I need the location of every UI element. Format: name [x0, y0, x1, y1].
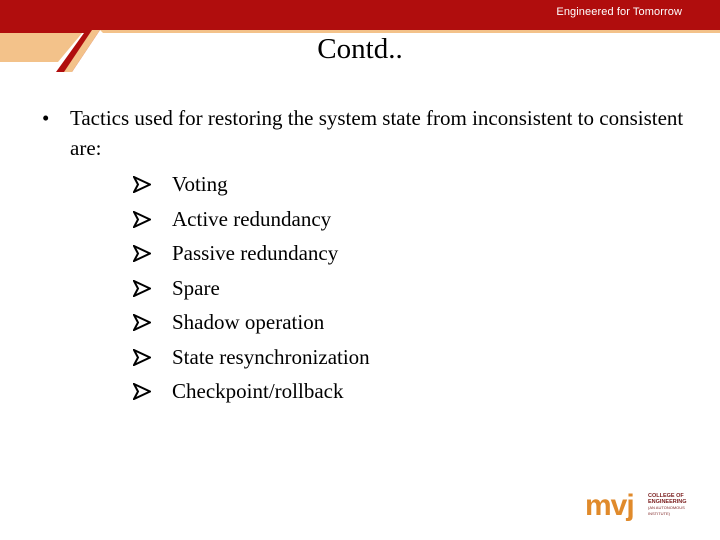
sub-list: [42, 167, 692, 409]
logo-mark: mvj: [585, 489, 634, 522]
logo-line-3: (AN AUTONOMOUS INSTITUTE): [648, 505, 685, 516]
sub-item-spare: [133, 271, 692, 306]
slide-title: [0, 33, 720, 66]
sub-item-label: Voting: [172, 172, 228, 196]
arrow-bullet-icon: [133, 349, 151, 366]
college-logo: [585, 488, 695, 526]
sub-item-label: Checkpoint/rollback: [172, 379, 344, 403]
sub-item-shadow-operation: [133, 305, 692, 340]
logo-line-2: ENGINEERING: [648, 499, 687, 505]
arrow-bullet-icon: [133, 280, 151, 297]
sub-item-label: Shadow operation: [172, 310, 325, 334]
sub-item-label: Spare: [172, 275, 220, 300]
sub-item-active-redundancy: [133, 202, 692, 237]
bullet-dot: •: [42, 106, 50, 130]
sub-item-checkpoint-rollback: [133, 374, 692, 409]
sub-item-label: Active redundancy: [172, 206, 332, 231]
arrow-bullet-icon: [133, 211, 151, 228]
arrow-bullet-icon: [133, 176, 151, 193]
sub-item-passive-redundancy: [133, 236, 692, 271]
slide-title-text: Contd..: [317, 33, 403, 65]
logo-line-1: COLLEGE OF: [648, 493, 684, 499]
arrow-bullet-icon: [133, 383, 151, 400]
sub-item-label: Passive redundancy: [172, 241, 339, 265]
slide-content: [42, 103, 692, 409]
bullet-text: Tactics used for restoring the system state from inconsistent to consistent are:: [70, 106, 684, 160]
bullet-item: [42, 103, 692, 163]
arrow-bullet-icon: [133, 314, 151, 331]
arrow-bullet-icon: [133, 245, 151, 262]
sub-item-state-resynchronization: [133, 340, 692, 375]
tagline: Engineered for Tomorrow: [556, 6, 682, 18]
logo-text: [648, 493, 695, 517]
sub-item-voting: [133, 167, 692, 202]
sub-item-label: State resynchronization: [172, 344, 370, 369]
